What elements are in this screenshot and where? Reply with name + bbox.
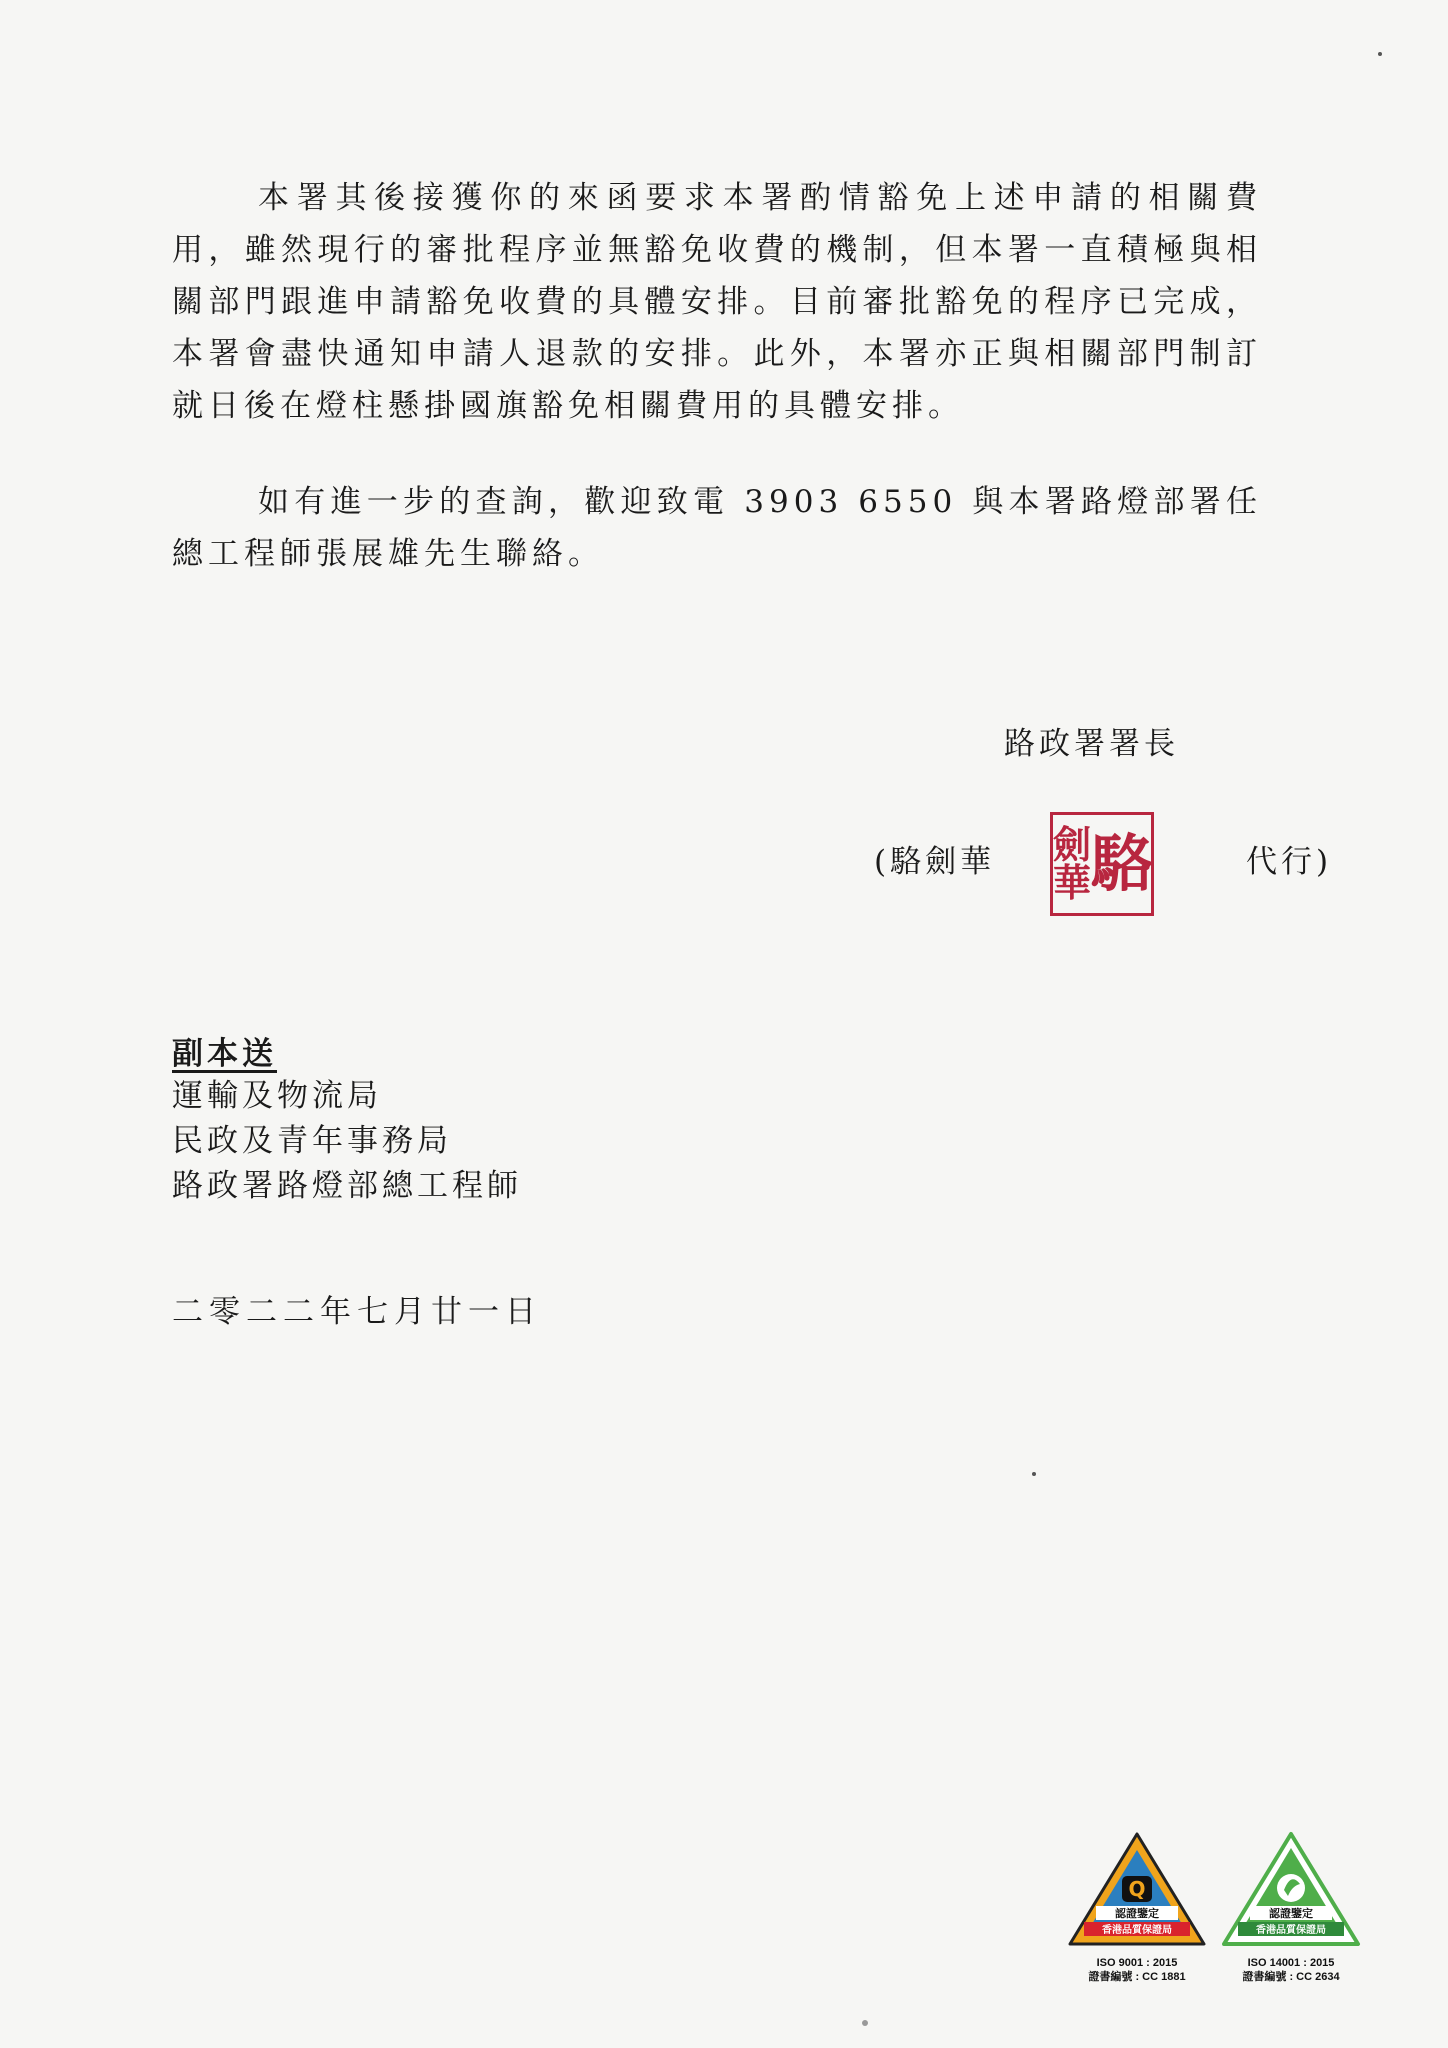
red-seal-stamp [1050, 812, 1154, 916]
badge-issuer: 香港品質保證局 [1256, 1925, 1326, 1936]
seal-char: 華 [1053, 860, 1092, 905]
cc-heading: 副本送 [172, 1036, 277, 1072]
cc-recipient: 民政及青年事務局 [172, 1123, 452, 1159]
environment-triangle-icon [1216, 1828, 1366, 1952]
badge-label: 認證鑒定 [1115, 1907, 1159, 1920]
body-paragraph-2: 如有進一步的查詢，歡迎致電 3903 6550 與本署路燈部署任總工程師張展雄先生聯絡。 [172, 484, 1262, 572]
acting-note: 代行) [1246, 844, 1333, 880]
letter-date: 二零二二年七月廿一日 [172, 1294, 542, 1330]
cc-recipient-list [172, 1074, 522, 1209]
scan-speck [862, 2020, 868, 2026]
scan-speck [1032, 1472, 1036, 1476]
cc-recipient: 路政署路燈部總工程師 [172, 1168, 522, 1204]
certificate-number: 證書編號 : CC 2634 [1242, 1971, 1340, 1983]
body-paragraph-1: 本署其後接獲你的來函要求本署酌情豁免上述申請的相關費用，雖然現行的審批程序並無豁免收費的機制，但本署一直積極與相關部門跟進申請豁免收費的具體安排。目前審批豁免的程序已完成，本署會盡快通知申請人退款的安排。此外，本署亦正與相關部門制訂就日後在燈柱懸掛國旗豁免相關費用的具體安排。 [172, 180, 1262, 424]
badge-letter: Q [1128, 1877, 1146, 1901]
iso-standard: ISO 14001 : 2015 [1247, 1957, 1335, 1969]
cc-recipient: 運輸及物流局 [172, 1078, 382, 1114]
quality-triangle-icon [1062, 1828, 1212, 1952]
seal-char: 駱 [1091, 827, 1154, 900]
certificate-number: 證書編號 : CC 1881 [1088, 1971, 1186, 1983]
badge-label: 認證鑒定 [1269, 1907, 1313, 1920]
scan-speck [1378, 52, 1382, 56]
seal-char: 劍 [1053, 822, 1092, 867]
signatory-name: (駱劍華 [874, 844, 996, 880]
badge-issuer: 香港品質保證局 [1102, 1925, 1172, 1936]
iso14001-certification-badge [1216, 1828, 1366, 1984]
iso9001-certification-badge [1062, 1828, 1212, 1984]
signatory-title: 路政署署長 [1004, 726, 1179, 762]
iso-standard: ISO 9001 : 2015 [1096, 1957, 1178, 1969]
